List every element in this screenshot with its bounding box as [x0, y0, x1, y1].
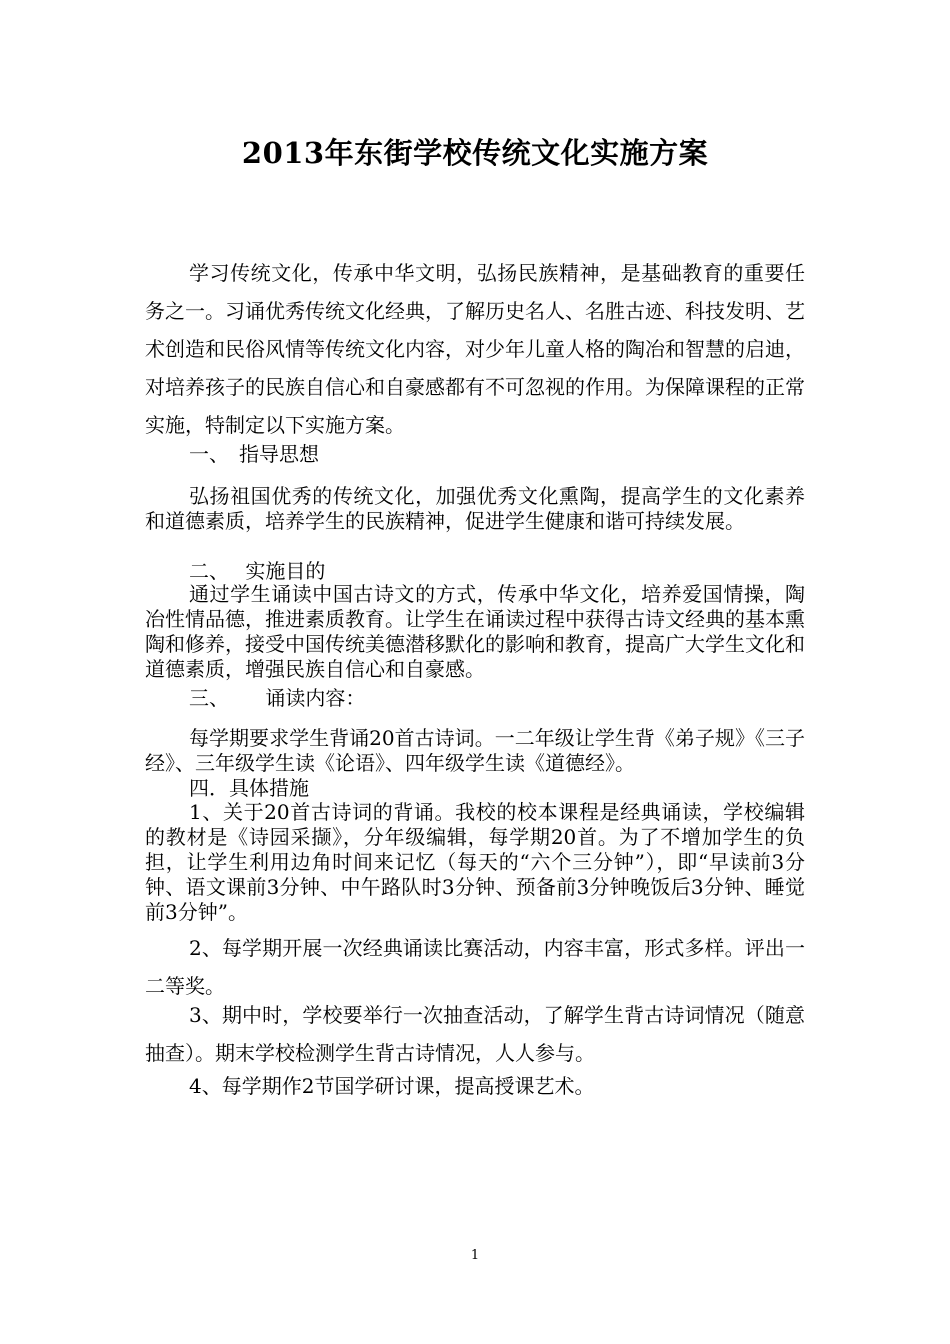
- measure-item-2: 2、每学期开展一次经典诵读比赛活动，内容丰富，形式多样。评出一二等奖。: [145, 936, 805, 998]
- section-heading-2: 二、 实施目的: [189, 559, 326, 583]
- section-body-1: 弘扬祖国优秀的传统文化，加强优秀文化熏陶，提高学生的文化素养和道德素质，培养学生的民族精神，促进学生健康和谐可持续发展。: [145, 484, 805, 533]
- section-heading-4: 四．具体措施: [189, 776, 309, 800]
- section-body-2: 通过学生诵读中国古诗文的方式，传承中华文化，培养爱国情操，陶冶性情品德，推进素质教育。让学生在诵读过程中获得古诗文经典的基本熏陶和修养，接受中国传统美德潜移默化的影响和教育，提高广大学生文化和道德素质，增强民族自信心和自豪感。: [145, 582, 805, 681]
- measure-item-1: 1、关于20首古诗词的背诵。我校的校本课程是经典诵读，学校编辑的教材是《诗园采撷》，分年级编辑，每学期20首。为了不增加学生的负担，让学生利用边角时间来记忆（每天的“六个三分钟”），即“早读前3分钟、语文课前3分钟、中午路队时3分钟、预备前3分钟晚饭后3分钟、睡觉前3分钟”。: [145, 800, 805, 924]
- measure-item-4: 4、每学期作2节国学研讨课，提高授课艺术。: [189, 1074, 595, 1098]
- section-heading-3: 三、 诵读内容：: [189, 686, 366, 710]
- page-number: 1: [470, 1248, 480, 1263]
- section-heading-1: 一、 指导思想: [189, 442, 319, 466]
- intro-paragraph: 学习传统文化，传承中华文明，弘扬民族精神，是基础教育的重要任务之一。习诵优秀传统文化经典，了解历史名人、名胜古迹、科技发明、艺术创造和民俗风情等传统文化内容，对少年儿童人格的陶冶和智慧的启迪，对培养孩子的民族自信心和自豪感都有不可忽视的作用。为保障课程的正常实施，特制定以下实施方案。: [145, 261, 805, 437]
- measure-item-3: 3、期中时，学校要举行一次抽查活动，了解学生背古诗词情况（随意抽查）。期末学校检测学生背古诗情况，人人参与。: [145, 1003, 805, 1065]
- document-title: 2013年东街学校传统文化实施方案: [241, 136, 709, 170]
- section-body-3: 每学期要求学生背诵20首古诗词。一二年级让学生背《弟子规》《三子经》、三年级学生读《论语》、四年级学生读《道德经》。: [145, 726, 805, 775]
